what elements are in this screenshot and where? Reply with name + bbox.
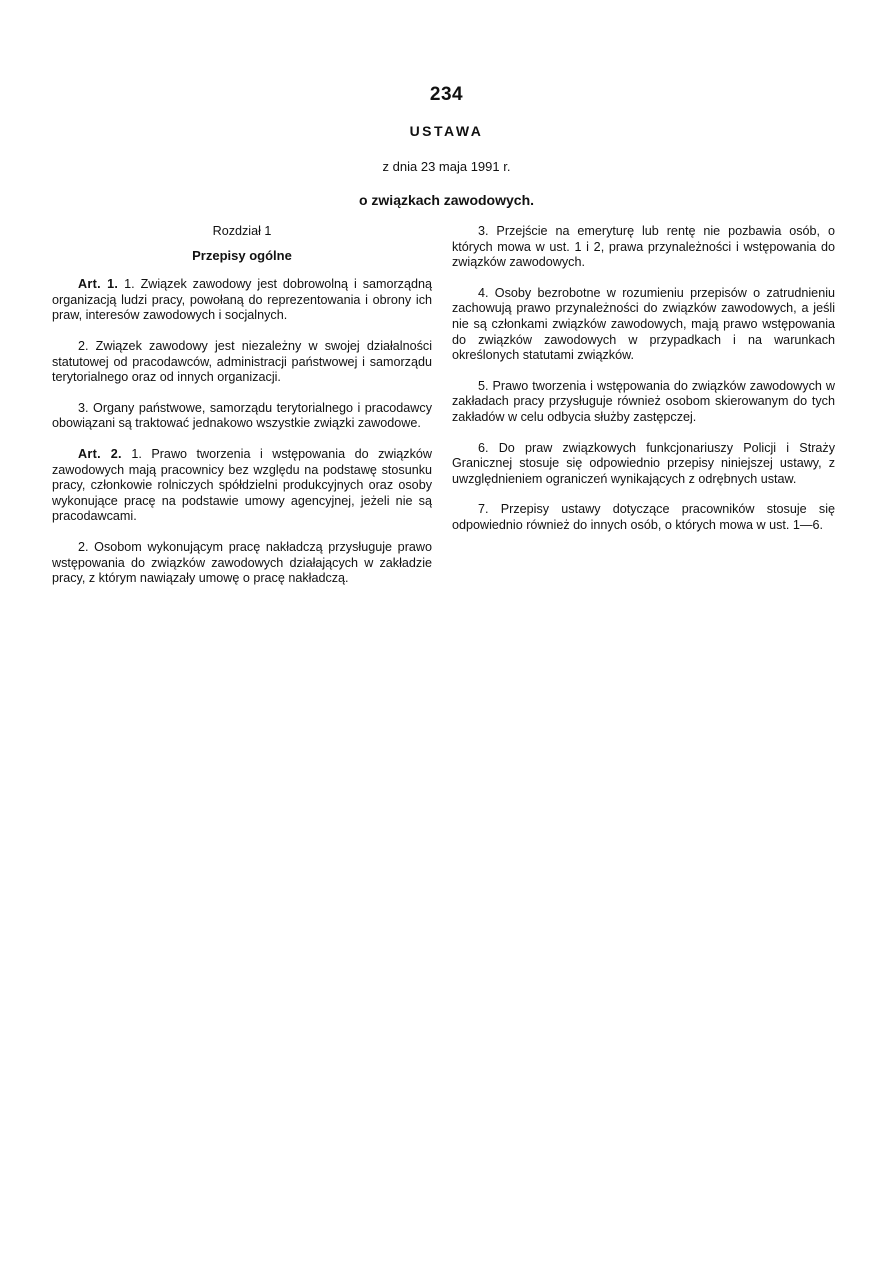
paragraph-art1-1: [52, 277, 432, 324]
paragraph-text: 5. Prawo tworzenia i wstępowania do związków zawodowych w zakładach pracy przysługuje również osobom skierowanym do tych zakładów w celu odbycia służby zastępczej.: [452, 378, 835, 424]
article-label: Art. 2.: [78, 446, 122, 461]
document-number: 234: [429, 84, 464, 105]
paragraph-art1-3: [52, 401, 432, 432]
article-label: Art. 1.: [78, 277, 119, 292]
right-column: [452, 224, 835, 544]
paragraph-art2-4: [452, 286, 835, 364]
paragraph-art2-1: [52, 447, 432, 525]
paragraph-art2-6: [452, 441, 835, 488]
paragraph-art2-2: [52, 540, 432, 587]
document-title: o związkach zawodowych.: [358, 192, 535, 208]
paragraph-text: 6. Do praw związkowych funkcjonariuszy Policji i Straży Granicznej stosuje się odpowiednio przepisy niniejszej ustawy, z uwzględnieniem ograniczeń wynikających z odrębnych ustaw.: [452, 440, 835, 486]
document-type: USTAWA: [409, 123, 484, 139]
paragraph-text: 2. Osobom wykonującym pracę nakładczą przysługuje prawo wstępowania do związków zawodowych działających w zakładzie pracy, z którym nawiązały umowę o pracę nakładczą.: [52, 539, 432, 586]
paragraph-art2-5: [452, 379, 835, 426]
paragraph-text: 1. Prawo tworzenia i wstępowania do związków zawodowych mają pracownicy bez względu na podstawę stosunku pracy, członkowie rolniczych spółdzielni produkcyjnych oraz osoby wykonujące pracę na podstawie umowy agencyjnej, jeżeli nie są pracodawcami.: [52, 446, 432, 524]
paragraph-art1-2: [52, 339, 432, 386]
left-column: [52, 224, 432, 597]
paragraph-text: 1. Związek zawodowy jest dobrowolną i samorządną organizacją ludzi pracy, powołaną do reprezentowania i obrony ich praw, interesów zawodowych i socjalnych.: [52, 277, 432, 323]
paragraph-text: 3. Organy państwowe, samorządu terytorialnego i pracodawcy obowiązani są traktować jednakowo wszystkie związki zawodowe.: [52, 400, 432, 431]
paragraph-art2-3: [452, 224, 835, 271]
chapter-label: Rozdział 1: [212, 224, 272, 238]
document-date: z dnia 23 maja 1991 r.: [382, 159, 511, 174]
chapter-title: Przepisy ogólne: [192, 247, 292, 263]
paragraph-text: 7. Przepisy ustawy dotyczące pracowników stosuje się odpowiednio również do innych osób, o których mowa w ust. 1—6.: [452, 502, 835, 532]
paragraph-text: 2. Związek zawodowy jest niezależny w swojej działalności statutowej od pracodawców, administracji państwowej i samorządu terytorialnego oraz od innych organizacji.: [52, 338, 432, 385]
paragraph-text: 4. Osoby bezrobotne w rozumieniu przepisów o zatrudnieniu zachowują prawo przynależności do związków zawodowych, a jeśli nie są członkami związków zawodowych, mają prawo wstępowania do związków zawodowych w przypadkach i na warunkach określonych statutami związków.: [452, 285, 835, 363]
paragraph-art2-7: [452, 502, 835, 533]
paragraph-text: 3. Przejście na emeryturę lub rentę nie pozbawia osób, o których mowa w ust. 1 i 2, prawa przynależności i wstępowania do związków zawodowych.: [452, 224, 835, 270]
